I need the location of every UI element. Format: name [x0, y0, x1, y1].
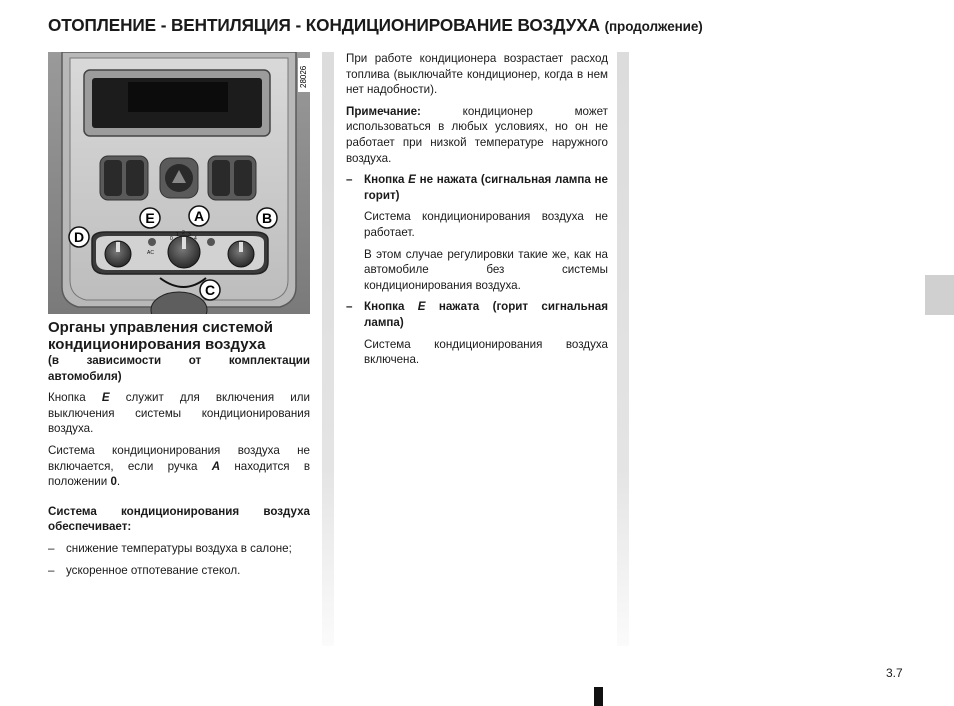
list-item-text: ускоренное отпотевание стекол.	[66, 563, 241, 577]
text-run: Система кондиционирования воздуха не включается, если ручка	[48, 443, 310, 473]
label-a: A	[193, 208, 205, 224]
note-paragraph	[346, 104, 608, 166]
footer-mark	[594, 687, 603, 706]
column-divider-right	[617, 52, 629, 646]
label-e: E	[145, 210, 155, 226]
label-d-callout	[69, 227, 89, 247]
console-drawing	[48, 52, 310, 314]
list-marker: –	[346, 300, 353, 314]
knob-number-3: 3	[188, 232, 191, 238]
page-header	[48, 15, 928, 36]
label-b: B	[261, 210, 273, 226]
column-left	[48, 319, 310, 578]
label-e-callout	[140, 208, 160, 228]
label-d: D	[73, 229, 85, 245]
emphasis-e: E	[101, 391, 110, 405]
condition-heading	[364, 299, 608, 330]
emphasis-e: E	[417, 300, 426, 314]
note-text: кондиционер может использоваться в любых условиях, но он не работает при низкой температуре наружного воздуха.	[346, 104, 608, 165]
list-marker: –	[346, 173, 353, 187]
emphasis-e: E	[408, 173, 416, 187]
note-label: Примечание:	[346, 104, 421, 118]
text-run: Кнопка	[48, 391, 102, 405]
fuel-consumption-paragraph: При работе кондиционера возрастает расход топлива (выключайте кондиционер, когда в нем нет надобности).	[346, 52, 608, 97]
column-divider-left	[322, 52, 334, 646]
condition-heading	[364, 172, 608, 203]
text-run: не нажата (сигнальная лампа не горит)	[364, 173, 609, 202]
knob-number-1: 1	[176, 232, 179, 238]
list-item-text: снижение температуры воздуха в салоне;	[66, 541, 292, 555]
text-run: находится в положении	[48, 459, 310, 489]
condition-item-off	[346, 172, 608, 203]
paragraph-button-e	[48, 390, 310, 437]
paragraph-knob-a	[48, 443, 310, 490]
list-marker: –	[48, 541, 55, 555]
ac-text: AC	[147, 250, 154, 256]
emphasis-a: A	[211, 459, 221, 473]
text-run: служит для включения или выключения системы кондиционирования воздуха.	[48, 391, 310, 436]
page-subtitle: (продолжение)	[604, 19, 703, 34]
list-item	[48, 563, 310, 579]
condition-on-text: Система кондиционирования воздуха включена.	[364, 337, 608, 367]
section-title: Органы управления системой кондиционирования воздуха	[48, 319, 273, 353]
condition-item-on	[346, 299, 608, 330]
console-illustration	[48, 52, 310, 314]
condition-off-text-2: В этом случае регулировки такие же, как на автомобиле без системы кондиционирования воздуха.	[364, 247, 608, 292]
provides-heading: Система кондиционирования воздуха обеспечивает:	[48, 504, 310, 534]
label-c: C	[204, 282, 216, 298]
list-marker: –	[48, 563, 55, 577]
emphasis-zero: 0	[110, 475, 117, 489]
text-run: .	[116, 475, 121, 489]
column-middle	[346, 51, 608, 368]
knob-number-4: 4	[194, 236, 197, 242]
text-run: нажата (горит сигнальная лампа)	[364, 300, 608, 329]
page-number: 3.7	[886, 666, 903, 680]
text-run: Кнопка	[364, 173, 409, 187]
condition-off-text-1: Система кондиционирования воздуха не работает.	[364, 210, 608, 239]
knob-number-2: 2	[182, 230, 185, 236]
text-run: Кнопка	[364, 300, 418, 314]
knob-number-0: 0	[170, 236, 173, 242]
list-item	[48, 541, 310, 557]
label-a-callout	[189, 206, 209, 226]
label-b-callout	[257, 208, 277, 228]
section-subtitle: (в зависимости от комплектации автомобиля)	[48, 354, 310, 383]
page-title: ОТОПЛЕНИЕ - ВЕНТИЛЯЦИЯ - КОНДИЦИОНИРОВАНИЕ ВОЗДУХА	[48, 15, 600, 35]
label-c-callout	[200, 280, 220, 300]
figure-code: 28026	[299, 65, 308, 88]
chapter-tab	[925, 275, 954, 315]
